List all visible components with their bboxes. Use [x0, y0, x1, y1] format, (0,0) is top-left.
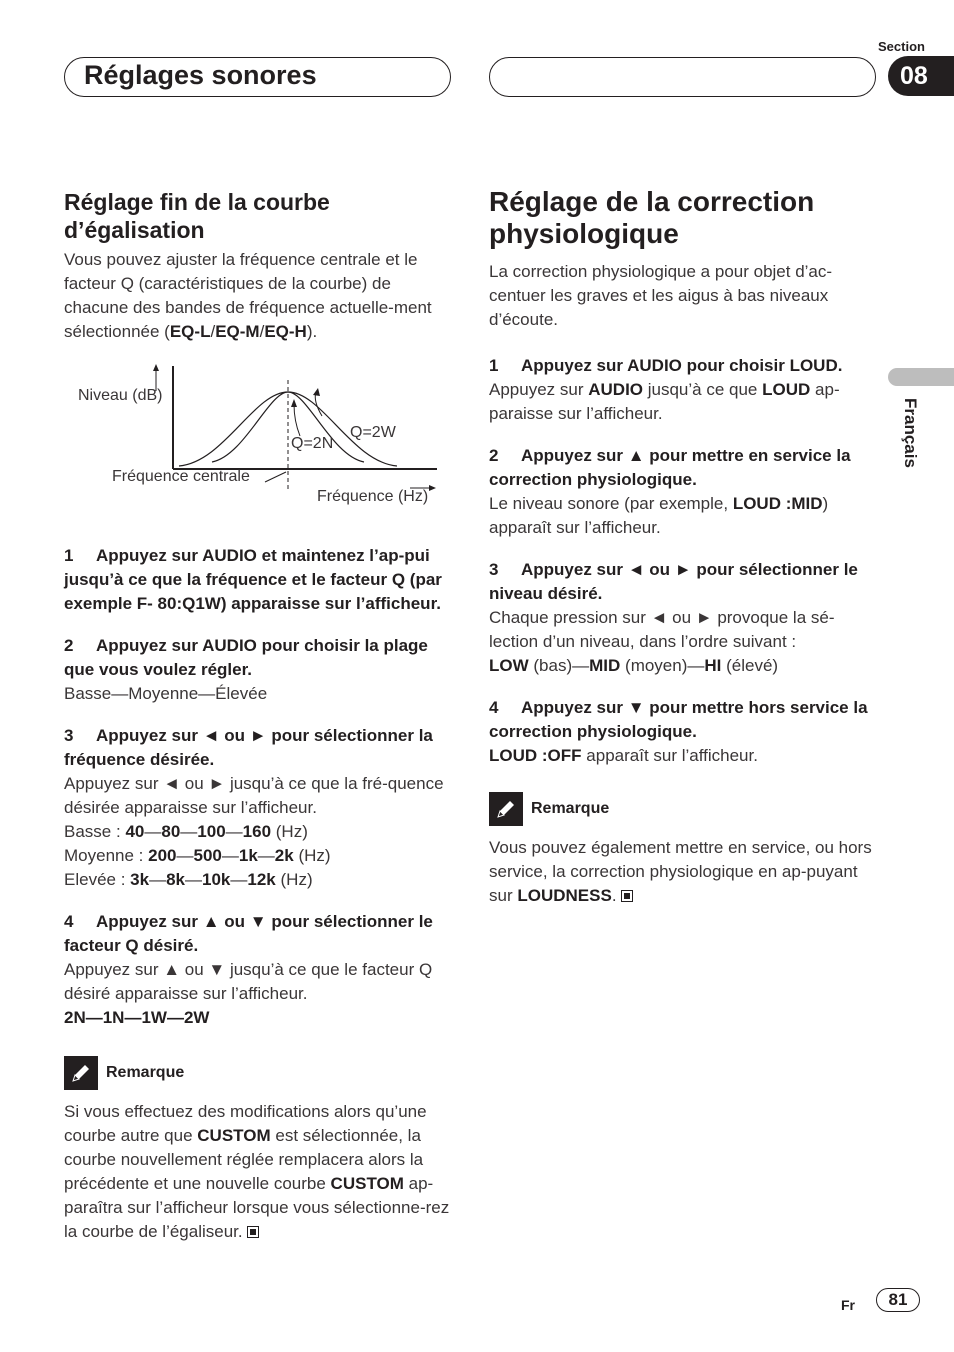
header-right-pill [489, 57, 876, 97]
q-narrow-label: Q=2N [291, 435, 334, 452]
left-note-text: Si vous effectuez des modifications alors qu’une courbe autre que CUSTOM est sélectionnée, la courbe nouvellement réglée remplacera alors la précédente et une nouvelle courbe CUSTOM ap-paraîtra sur l’afficheur lorsque vous sélectionne-rez la courbe de l’égaliseur. [64, 1102, 450, 1241]
left-intro-text: Vous pouvez ajuster la fréquence centrale et le facteur Q (caractéristiques de la courbe) de chacune des bandes de fréquence actuelle-ment sélectionnée (EQ-L/EQ-M/EQ-H). [64, 250, 432, 341]
center-frequency-label: Fréquence centrale [112, 468, 250, 485]
right-step-2: 2 Appuyez sur ▲ pour mettre en service la correction physiologique. [489, 446, 851, 489]
right-step-1-body: Appuyez sur AUDIO jusqu’à ce que LOUD ap-paraisse sur l’afficheur. [489, 380, 840, 423]
left-step-3-body: Appuyez sur ◄ ou ► jusqu’à ce que la fré-quence désirée apparaisse sur l’afficheur. Basse : 40—80—100—160 (Hz) Moyenne : 200—500—1k—2k (Hz) Elevée : 3k—8k—10k—12k (Hz) [64, 774, 444, 889]
right-step-3: 3 Appuyez sur ◄ ou ► pour sélectionner le niveau désiré. [489, 560, 858, 603]
right-step-2-body: Le niveau sonore (par exemple, LOUD :MID) apparaît sur l’afficheur. [489, 494, 829, 537]
left-step-2-body: Basse—Moyenne—Élevée [64, 684, 268, 703]
eq-curve-diagram [64, 354, 454, 524]
left-step-3: 3 Appuyez sur ◄ ou ► pour sélectionner la fréquence désirée. [64, 726, 433, 769]
note-pencil-icon [489, 792, 523, 826]
language-tab [888, 368, 954, 386]
center-pointer [265, 472, 286, 482]
end-mark-icon [621, 890, 633, 902]
left-step-4: 4 Appuyez sur ▲ ou ▼ pour sélectionner le facteur Q désiré. [64, 912, 433, 955]
page-number: 81 [876, 1288, 920, 1312]
x-arrow-head [429, 485, 436, 491]
right-step-3-body: Chaque pression sur ◄ ou ► provoque la sé-lection d’un niveau, dans l’ordre suivant : LOW (bas)—MID (moyen)—HI (élevé) [489, 608, 835, 675]
basse-row: Basse : 40—80—100—160 (Hz) [64, 822, 308, 841]
right-step-4: 4 Appuyez sur ▼ pour mettre hors service la correction physiologique. [489, 698, 868, 741]
elevee-row: Elevée : 3k—8k—10k—12k (Hz) [64, 870, 313, 889]
q-wide-arrow-head [313, 388, 320, 396]
right-note-header: Remarque [489, 792, 881, 826]
right-step-1: 1 Appuyez sur AUDIO pour choisir LOUD. [489, 356, 843, 375]
section-label: Section [878, 39, 925, 54]
q-values: 2N—1N—1W—2W [64, 1008, 210, 1027]
footer-language: Fr [841, 1297, 855, 1313]
left-note-header: Remarque [64, 1056, 454, 1090]
left-step-4-body: Appuyez sur ▲ ou ▼ jusqu’à ce que le facteur Q désiré apparaisse sur l’afficheur. 2N—1N—1W—2W [64, 960, 433, 1027]
left-heading: Réglage fin de la courbe d’égalisation [64, 189, 330, 243]
page-title: Réglages sonores [84, 60, 317, 90]
q-wide-label: Q=2W [350, 424, 396, 441]
y-axis-label: Niveau (dB) [78, 387, 163, 404]
left-intro [64, 248, 454, 344]
note-pencil-icon [64, 1056, 98, 1090]
section-number: 08 [888, 56, 954, 96]
moyenne-row: Moyenne : 200—500—1k—2k (Hz) [64, 846, 331, 865]
right-heading: Réglage de la correction physiologique [489, 186, 815, 249]
left-step-1: 1 Appuyez sur AUDIO et maintenez l’ap-pui jusqu’à ce que la fréquence et le facteur Q (par exemple F- 80:Q1W) apparaisse sur l’afficheur. [64, 546, 442, 613]
language-tab-label: Français [901, 398, 920, 468]
right-intro: La correction physiologique a pour objet d’ac-centuer les graves et les aigus à bas niveaux d’écoute. [489, 262, 833, 329]
q-narrow-arrow [294, 404, 300, 436]
y-arrow-head [153, 364, 159, 371]
x-axis-label: Fréquence (Hz) [317, 488, 429, 505]
right-column [489, 186, 881, 908]
left-column [64, 188, 454, 1244]
right-note-text: Vous pouvez également mettre en service, ou hors service, la correction physiologique en ap-puyant sur LOUDNESS. [489, 838, 872, 905]
q-narrow-arrow-head [291, 399, 297, 407]
left-step-2: 2 Appuyez sur AUDIO pour choisir la plage que vous voulez régler. [64, 636, 428, 679]
right-step-4-body: LOUD :OFF apparaît sur l’afficheur. [489, 746, 758, 765]
end-mark-icon [247, 1226, 259, 1238]
